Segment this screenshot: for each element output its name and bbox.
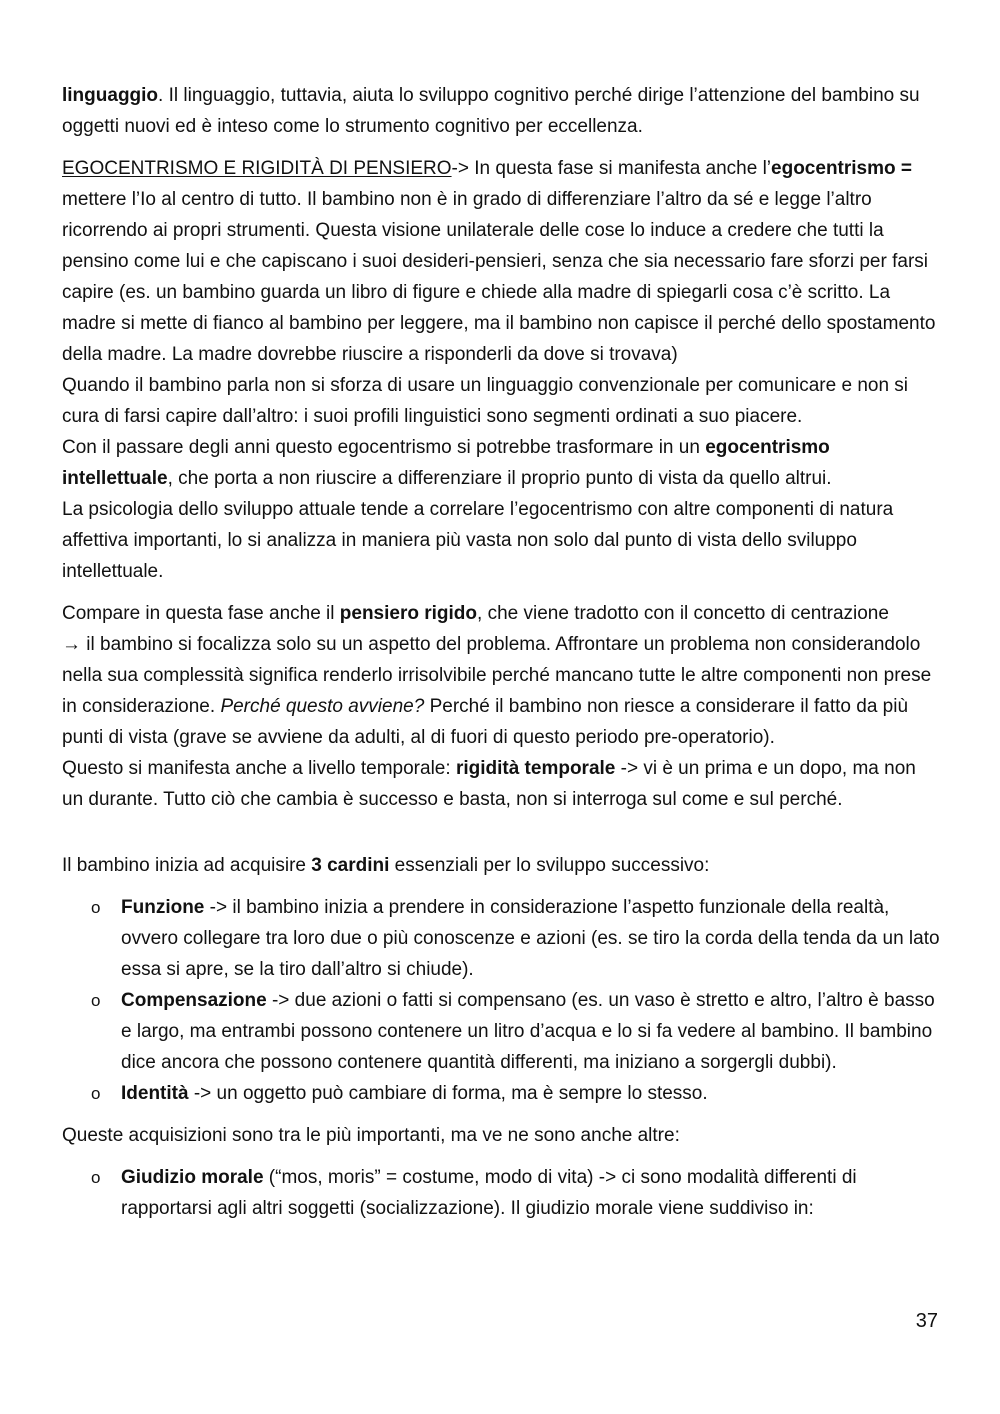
bullet-circle-icon: o: [91, 898, 101, 917]
list-item: [62, 1162, 942, 1224]
bold-term: egocentrismo intellettuale: [62, 437, 830, 489]
bold-term: rigidità temporale: [455, 758, 616, 779]
paragraph-egocentrismo: [62, 153, 942, 370]
bullet-circle-icon: o: [91, 991, 101, 1010]
paragraph-text: Il bambino inizia ad acquisire: [62, 855, 312, 876]
paragraph-text: -> In questa fase si manifesta anche l’: [451, 158, 772, 179]
arrow-icon: →: [62, 634, 81, 655]
section-heading: EGOCENTRISMO E RIGIDITÀ DI PENSIERO: [62, 158, 452, 179]
paragraph-pensiero-rigido: [62, 598, 942, 753]
paragraph-text: essenziali per lo sviluppo successivo:: [389, 855, 710, 876]
bullet-circle-icon: o: [91, 1084, 101, 1103]
list-item: [62, 892, 942, 985]
bold-term: pensiero rigido: [339, 603, 478, 624]
list-item-text: -> due azioni o fatti si compensano (es. un vaso è stretto e altro, l’altro è basso e largo, ma entrambi possono contenere un litro d’acqua e lo si fa vedere al bambino. Il bambino dice ancora che possono contenere quantità differenti, ma iniziano a sorgergli dubbi).: [121, 990, 935, 1073]
paragraph-text: Questo si manifesta anche a livello temporale:: [62, 758, 456, 779]
paragraph-linguaggio-convenzionale: Quando il bambino parla non si sforza di usare un linguaggio convenzionale per comunicare e non si cura di farsi capire dall’altro: i suoi profili linguistici sono segmenti ordinati a suo piacere.: [62, 375, 909, 427]
paragraph-cardini: [62, 850, 942, 881]
bullet-circle-icon: o: [91, 1168, 101, 1187]
paragraph-text: Con il passare degli anni questo egocentrismo si potrebbe trasformare in un: [62, 437, 706, 458]
paragraph-psicologia: La psicologia dello sviluppo attuale tende a correlare l’egocentrismo con altre componenti di natura affettiva importanti, lo si analizza in maniera più vasta non solo dal punto di vista dello sviluppo intellettuale.: [62, 499, 894, 582]
italic-question: Perché questo avviene?: [220, 696, 425, 717]
paragraph-text: , che porta a non riuscire a differenziare il proprio punto di vista da quello altrui.: [167, 468, 832, 489]
paragraph-text: Perché il bambino non riesce a considerare il fatto da più punti di vista (grave se avviene da adulti, al di fuori di questo periodo pre-operatorio).: [62, 696, 909, 748]
list-item-term: Funzione: [121, 897, 205, 918]
paragraph-text: , che viene tradotto con il concetto di centrazione: [477, 603, 889, 624]
paragraph-text: . Il linguaggio, tuttavia, aiuta lo sviluppo cognitivo perché dirige l’attenzione del bambino su oggetti nuovi ed è inteso come lo strumento cognitivo per eccellenza.: [62, 85, 920, 137]
list-item-text: -> un oggetto può cambiare di forma, ma è sempre lo stesso.: [188, 1083, 708, 1104]
paragraph-text: il bambino si focalizza solo su un aspetto del problema. Affrontare un problema non considerandolo nella sua complessità significa renderlo irrisolvibile perché mancano tutte le altre componenti non prese in considerazione.: [62, 634, 932, 717]
bold-term: linguaggio: [62, 85, 159, 106]
list-item-term: Compensazione: [121, 990, 267, 1011]
cardini-list: [62, 892, 942, 1109]
paragraph-acquisizioni: Queste acquisizioni sono tra le più importanti, ma ve ne sono anche altre:: [62, 1125, 680, 1146]
list-item: [62, 985, 942, 1078]
bold-term: egocentrismo =: [771, 158, 912, 179]
list-item-term: Identità: [121, 1083, 189, 1104]
altre-acquisizioni-list: [62, 1162, 942, 1224]
bold-term: 3 cardini: [311, 855, 390, 876]
paragraph-text: -> vi è un prima e un dopo, ma non un durante. Tutto ciò che cambia è successo e basta, non si interroga sul come e sul perché.: [62, 758, 916, 810]
list-item: [62, 1078, 942, 1109]
list-item-text: (“mos, moris” = costume, modo di vita) -> ci sono modalità differenti di rapportarsi agli altri soggetti (socializzazione). Il giudizio morale viene suddiviso in:: [121, 1167, 857, 1219]
paragraph-egocentrismo-intellettuale: [62, 432, 942, 494]
paragraph-text: mettere l’Io al centro di tutto. Il bambino non è in grado di differenziare l’altro da sé e legge l’altro ricorrendo ai propri strumenti. Questa visione unilaterale delle cose lo induce a credere che tutti la pensino come lui e che capiscano i suoi desideri-pensieri, senza che sia necessario fare sforzi per farsi capire (es. un bambino guarda un libro di figure e chiede alla madre di spiegarli cosa c’è scritto. La madre si mette di fianco al bambino per leggere, ma il bambino non capisce il perché dello spostamento della madre. La madre dovrebbe riuscire a risponderli da dove si trovava): [62, 189, 936, 365]
paragraph-linguaggio: [62, 80, 942, 142]
paragraph-rigidita-temporale: [62, 753, 942, 815]
list-item-term: Giudizio morale: [121, 1167, 264, 1188]
page-body: [62, 80, 942, 1224]
page-number: 37: [915, 1310, 938, 1332]
list-item-text: -> il bambino inizia a prendere in considerazione l’aspetto funzionale della realtà, ovvero collegare tra loro due o più conoscenze e azioni (es. se tiro la corda della tenda da un lato essa si apre, se la tiro dall’altro si chiude).: [121, 897, 940, 980]
paragraph-text: Compare in questa fase anche il: [62, 603, 340, 624]
